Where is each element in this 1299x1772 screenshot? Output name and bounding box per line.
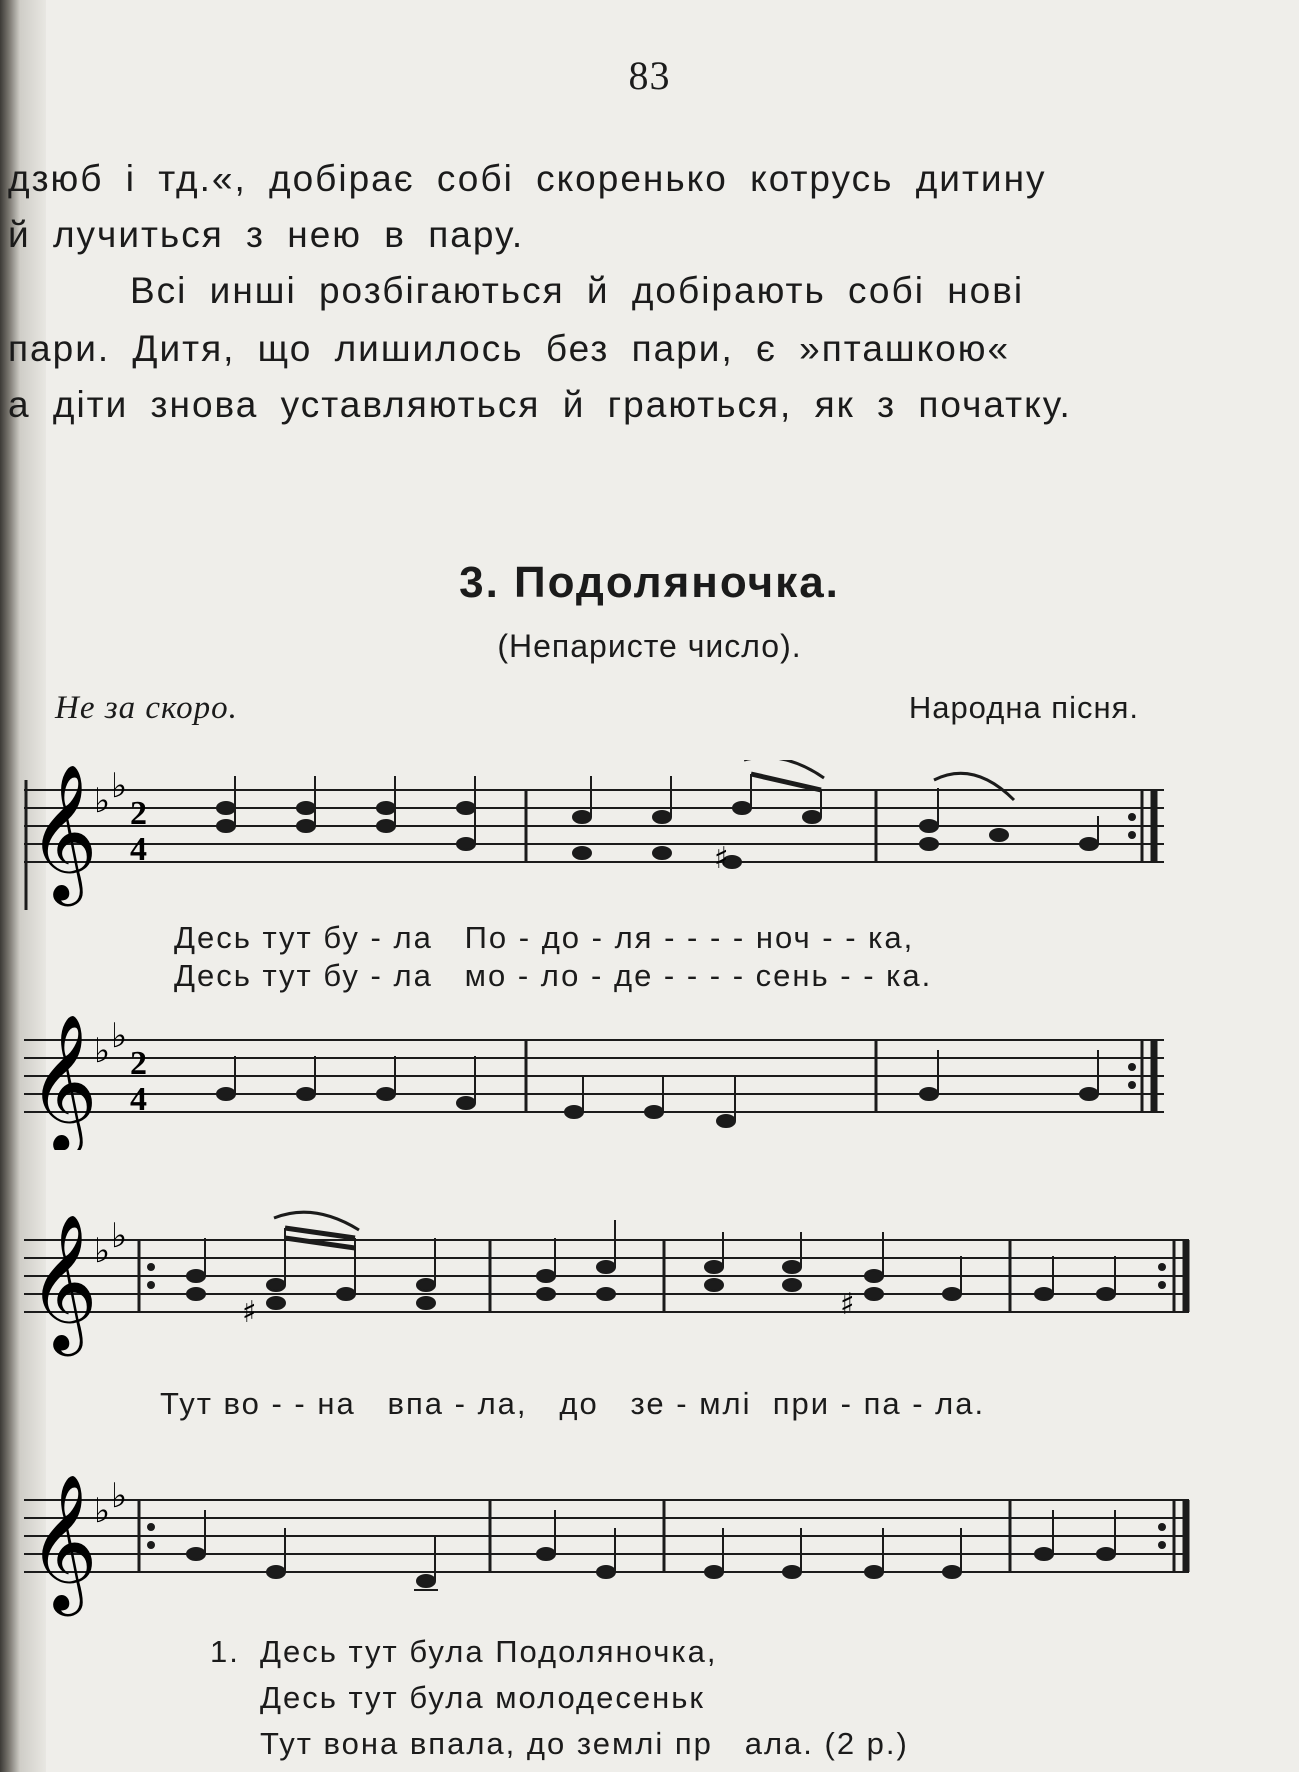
svg-text:♭: ♭ bbox=[94, 1031, 111, 1071]
svg-text:♭: ♭ bbox=[111, 1216, 128, 1256]
treble-clef-icon: 𝄞 bbox=[28, 762, 98, 900]
svg-text:♯: ♯ bbox=[840, 1287, 855, 1322]
verse-line-1: Десь тут була Подоляночка, bbox=[260, 1634, 718, 1669]
svg-text:♭: ♭ bbox=[94, 1491, 111, 1531]
lyric-system2-line1: Тут во - - на впа - ла, до зе - млі при - па - ла. bbox=[160, 1386, 986, 1421]
svg-text:♭: ♭ bbox=[111, 1016, 128, 1056]
treble-clef-icon: 𝄞 bbox=[28, 1472, 98, 1610]
verse-line-3: Тут вона впала, до землі пр ала. (2 р.) bbox=[260, 1726, 909, 1761]
page-number: 83 bbox=[628, 53, 671, 98]
svg-text:♭: ♭ bbox=[111, 766, 128, 806]
prose-line-3: Всі инші розбігаються й добірають собі нові bbox=[130, 270, 1025, 311]
prose-line-1: дзюб і тд.«, добірає собі скоренько котрусь дитину bbox=[8, 158, 1047, 199]
song-title: 3. Подоляночка. bbox=[459, 558, 840, 607]
music-staff-system2-bottom bbox=[14, 1470, 1194, 1620]
treble-clef-icon: 𝄞 bbox=[28, 1212, 98, 1350]
svg-text:♭: ♭ bbox=[111, 1476, 128, 1516]
verse-number: 1. bbox=[210, 1634, 240, 1669]
music-staff-system1-bottom bbox=[14, 1010, 1194, 1150]
music-staff-system2-top bbox=[14, 1210, 1194, 1360]
svg-text:♭: ♭ bbox=[94, 781, 111, 821]
svg-text:♯: ♯ bbox=[714, 841, 729, 876]
time-signature-top: 2 bbox=[130, 795, 147, 832]
time-signature-bottom: 4 bbox=[130, 831, 147, 868]
lyric-system1-line1: Десь тут бу - ла По - до - ля - - - - ноч - - ка, bbox=[174, 920, 915, 955]
treble-clef-icon: 𝄞 bbox=[28, 1012, 98, 1150]
tempo-marking: Не за скоро. bbox=[55, 690, 238, 726]
time-signature-top: 2 bbox=[130, 1045, 147, 1082]
song-subtitle: (Непаристе число). bbox=[497, 628, 802, 664]
music-staff-system1-top bbox=[14, 760, 1194, 910]
prose-line-4: пари. Дитя, що лишилось без пари, є »пташкою« bbox=[8, 328, 1011, 369]
song-attribution: Народна пісня. bbox=[908, 690, 1139, 725]
svg-text:♭: ♭ bbox=[94, 1231, 111, 1271]
lyric-system1-line2: Десь тут бу - ла мо - ло - де - - - - сень - - ка. bbox=[174, 958, 933, 993]
prose-line-5: а діти знова уставляються й граються, як з початку. bbox=[8, 384, 1072, 425]
verse-line-2: Десь тут була молодесеньк bbox=[260, 1680, 705, 1715]
svg-text:♯: ♯ bbox=[242, 1295, 257, 1330]
time-signature-bottom: 4 bbox=[130, 1081, 147, 1118]
prose-line-2: й лучиться з нею в пару. bbox=[8, 214, 525, 255]
